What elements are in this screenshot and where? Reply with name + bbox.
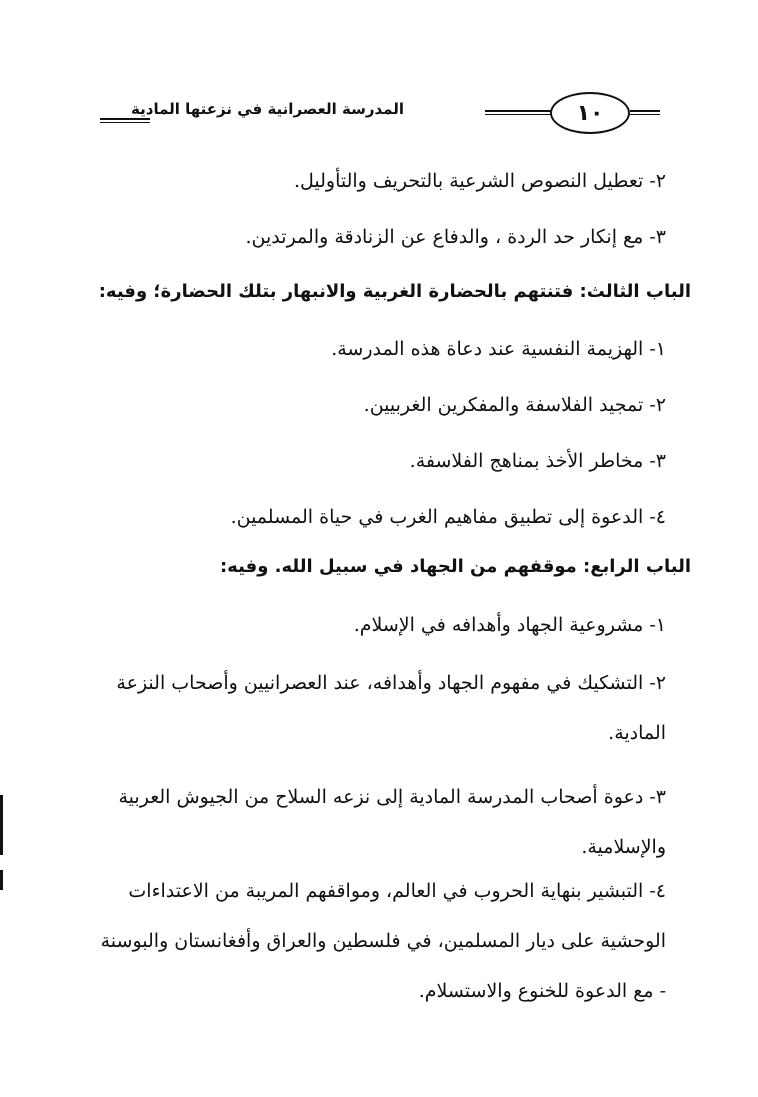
chapter-heading: الباب الرابع: موقفهم من الجهاد في سبيل الله. وفيه: bbox=[219, 556, 691, 577]
list-item: ١- مشروعية الجهاد وأهدافه في الإسلام. bbox=[353, 614, 666, 636]
list-item: ٣- مع إنكار حد الردة ، والدفاع عن الزنادقة والمرتدين. bbox=[245, 226, 666, 248]
list-item: ٢- تمجيد الفلاسفة والمفكرين الغربيين. bbox=[363, 394, 666, 416]
header-rule-right bbox=[485, 110, 551, 115]
list-item: ٢- التشكيك في مفهوم الجهاد وأهدافه، عند العصرانيين وأصحاب النزعة المادية. bbox=[116, 672, 666, 744]
page-number: ١٠ bbox=[550, 92, 630, 134]
header-rule-far-right bbox=[630, 110, 660, 115]
running-title: المدرسة العصرانية في نزعتها المادية bbox=[131, 100, 404, 118]
chapter-heading: الباب الثالث: فتنتهم بالحضارة الغربية والانبهار بتلك الحضارة؛ وفيه: bbox=[98, 281, 691, 302]
list-item: ٤- التبشير بنهاية الحروب في العالم، ومواقفهم المريبة من الاعتداءات الوحشية على ديار المسلمين، في فلسطين والعراق وأفغانستان والبوسنة - مع الدعوة للخنوع والاستسلام. bbox=[100, 880, 666, 1002]
list-item: ٣- دعوة أصحاب المدرسة المادية إلى نزعه السلاح من الجيوش العربية والإسلامية. bbox=[118, 786, 666, 858]
list-item: ٢- تعطيل النصوص الشرعية بالتحريف والتأوليل. bbox=[293, 170, 666, 192]
binding-mark bbox=[0, 795, 3, 855]
list-item: ٤- الدعوة إلى تطبيق مفاهيم الغرب في حياة المسلمين. bbox=[230, 506, 666, 528]
header-rule-left bbox=[100, 118, 150, 123]
binding-mark bbox=[0, 870, 3, 890]
list-item: ٣- مخاطر الأخذ بمناهج الفلاسفة. bbox=[409, 450, 666, 472]
page-header bbox=[100, 92, 660, 138]
list-item: ١- الهزيمة النفسية عند دعاة هذه المدرسة. bbox=[331, 338, 666, 360]
